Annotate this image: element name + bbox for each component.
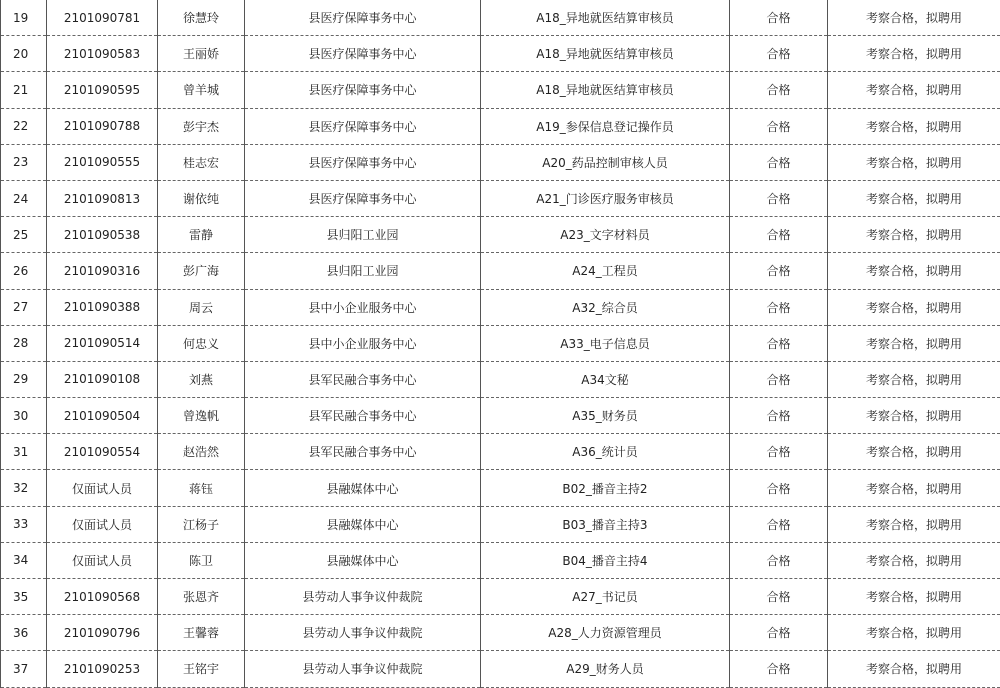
cell-inspection-result: 合格 <box>730 506 828 542</box>
cell-exam-id: 2101090595 <box>47 72 158 108</box>
table-row <box>1 470 1000 506</box>
cell-employer-unit: 县医疗保障事务中心 <box>245 144 481 180</box>
cell-candidate-name: 徐慧玲 <box>158 0 245 36</box>
table-row <box>1 253 1000 289</box>
cell-employer-unit: 县中小企业服务中心 <box>245 325 481 361</box>
cell-exam-id: 2101090253 <box>47 651 158 687</box>
cell-hiring-status: 考察合格，拟聘用 <box>828 180 1000 216</box>
cell-inspection-result: 合格 <box>730 36 828 72</box>
cell-serial-number: 26 <box>1 253 47 289</box>
table-row <box>1 217 1000 253</box>
cell-hiring-status: 考察合格，拟聘用 <box>828 579 1000 615</box>
cell-position: A24_工程员 <box>481 253 730 289</box>
cell-employer-unit: 县医疗保障事务中心 <box>245 72 481 108</box>
cell-hiring-status: 考察合格，拟聘用 <box>828 253 1000 289</box>
cell-serial-number: 24 <box>1 180 47 216</box>
table-row <box>1 0 1000 36</box>
cell-position: A32_综合员 <box>481 289 730 325</box>
cell-serial-number: 34 <box>1 542 47 578</box>
cell-employer-unit: 县劳动人事争议仲裁院 <box>245 579 481 615</box>
cell-candidate-name: 彭宇杰 <box>158 108 245 144</box>
cell-employer-unit: 县劳动人事争议仲裁院 <box>245 651 481 687</box>
cell-exam-id: 仅面试人员 <box>47 470 158 506</box>
cell-position: A19_参保信息登记操作员 <box>481 108 730 144</box>
cell-candidate-name: 谢依纯 <box>158 180 245 216</box>
table-row <box>1 361 1000 397</box>
cell-inspection-result: 合格 <box>730 361 828 397</box>
cell-exam-id: 2101090388 <box>47 289 158 325</box>
cell-hiring-status: 考察合格，拟聘用 <box>828 108 1000 144</box>
cell-serial-number: 36 <box>1 615 47 651</box>
table-row <box>1 398 1000 434</box>
cell-position: B04_播音主持4 <box>481 542 730 578</box>
cell-candidate-name: 刘燕 <box>158 361 245 397</box>
cell-exam-id: 2101090108 <box>47 361 158 397</box>
cell-candidate-name: 彭广海 <box>158 253 245 289</box>
cell-candidate-name: 蒋钰 <box>158 470 245 506</box>
cell-serial-number: 30 <box>1 398 47 434</box>
cell-hiring-status: 考察合格，拟聘用 <box>828 361 1000 397</box>
cell-exam-id: 2101090781 <box>47 0 158 36</box>
cell-employer-unit: 县军民融合事务中心 <box>245 361 481 397</box>
cell-inspection-result: 合格 <box>730 542 828 578</box>
cell-position: A18_异地就医结算审核员 <box>481 36 730 72</box>
cell-inspection-result: 合格 <box>730 615 828 651</box>
table-row <box>1 36 1000 72</box>
cell-employer-unit: 县医疗保障事务中心 <box>245 180 481 216</box>
table-row <box>1 542 1000 578</box>
cell-hiring-status: 考察合格，拟聘用 <box>828 434 1000 470</box>
cell-employer-unit: 县军民融合事务中心 <box>245 398 481 434</box>
cell-position: A28_人力资源管理员 <box>481 615 730 651</box>
cell-candidate-name: 雷静 <box>158 217 245 253</box>
cell-serial-number: 37 <box>1 651 47 687</box>
cell-position: B03_播音主持3 <box>481 506 730 542</box>
cell-serial-number: 25 <box>1 217 47 253</box>
table-body <box>1 0 1000 687</box>
cell-candidate-name: 陈卫 <box>158 542 245 578</box>
cell-inspection-result: 合格 <box>730 398 828 434</box>
cell-inspection-result: 合格 <box>730 651 828 687</box>
cell-inspection-result: 合格 <box>730 289 828 325</box>
table-row <box>1 144 1000 180</box>
table-row <box>1 289 1000 325</box>
cell-serial-number: 20 <box>1 36 47 72</box>
table-row <box>1 72 1000 108</box>
cell-candidate-name: 桂志宏 <box>158 144 245 180</box>
cell-employer-unit: 县劳动人事争议仲裁院 <box>245 615 481 651</box>
cell-serial-number: 23 <box>1 144 47 180</box>
cell-hiring-status: 考察合格，拟聘用 <box>828 217 1000 253</box>
cell-serial-number: 35 <box>1 579 47 615</box>
cell-inspection-result: 合格 <box>730 72 828 108</box>
cell-inspection-result: 合格 <box>730 0 828 36</box>
cell-employer-unit: 县医疗保障事务中心 <box>245 0 481 36</box>
cell-employer-unit: 县医疗保障事务中心 <box>245 108 481 144</box>
cell-employer-unit: 县归阳工业园 <box>245 217 481 253</box>
cell-serial-number: 33 <box>1 506 47 542</box>
cell-inspection-result: 合格 <box>730 434 828 470</box>
cell-inspection-result: 合格 <box>730 108 828 144</box>
cell-position: A18_异地就医结算审核员 <box>481 0 730 36</box>
cell-candidate-name: 王铭宇 <box>158 651 245 687</box>
cell-employer-unit: 县融媒体中心 <box>245 470 481 506</box>
cell-serial-number: 31 <box>1 434 47 470</box>
cell-exam-id: 2101090788 <box>47 108 158 144</box>
cell-exam-id: 2101090504 <box>47 398 158 434</box>
cell-exam-id: 2101090813 <box>47 180 158 216</box>
cell-position: A29_财务人员 <box>481 651 730 687</box>
cell-position: B02_播音主持2 <box>481 470 730 506</box>
cell-exam-id: 2101090514 <box>47 325 158 361</box>
cell-inspection-result: 合格 <box>730 144 828 180</box>
cell-serial-number: 32 <box>1 470 47 506</box>
cell-hiring-status: 考察合格，拟聘用 <box>828 542 1000 578</box>
cell-exam-id: 仅面试人员 <box>47 542 158 578</box>
cell-position: A35_财务员 <box>481 398 730 434</box>
cell-inspection-result: 合格 <box>730 253 828 289</box>
cell-inspection-result: 合格 <box>730 217 828 253</box>
table-row <box>1 506 1000 542</box>
cell-position: A33_电子信息员 <box>481 325 730 361</box>
cell-hiring-status: 考察合格，拟聘用 <box>828 0 1000 36</box>
cell-inspection-result: 合格 <box>730 325 828 361</box>
cell-exam-id: 2101090583 <box>47 36 158 72</box>
cell-serial-number: 22 <box>1 108 47 144</box>
cell-hiring-status: 考察合格，拟聘用 <box>828 36 1000 72</box>
table-row <box>1 325 1000 361</box>
cell-exam-id: 2101090796 <box>47 615 158 651</box>
cell-exam-id: 仅面试人员 <box>47 506 158 542</box>
table-row <box>1 651 1000 687</box>
table-row <box>1 108 1000 144</box>
cell-candidate-name: 曾逸帆 <box>158 398 245 434</box>
cell-employer-unit: 县医疗保障事务中心 <box>245 36 481 72</box>
cell-hiring-status: 考察合格，拟聘用 <box>828 72 1000 108</box>
cell-candidate-name: 王丽娇 <box>158 36 245 72</box>
cell-serial-number: 19 <box>1 0 47 36</box>
cell-hiring-status: 考察合格，拟聘用 <box>828 651 1000 687</box>
table-row <box>1 180 1000 216</box>
cell-position: A34文秘 <box>481 361 730 397</box>
cell-position: A18_异地就医结算审核员 <box>481 72 730 108</box>
cell-serial-number: 28 <box>1 325 47 361</box>
cell-employer-unit: 县融媒体中心 <box>245 506 481 542</box>
cell-inspection-result: 合格 <box>730 180 828 216</box>
cell-hiring-status: 考察合格，拟聘用 <box>828 470 1000 506</box>
cell-inspection-result: 合格 <box>730 579 828 615</box>
cell-serial-number: 29 <box>1 361 47 397</box>
cell-hiring-status: 考察合格，拟聘用 <box>828 398 1000 434</box>
cell-exam-id: 2101090554 <box>47 434 158 470</box>
cell-hiring-status: 考察合格，拟聘用 <box>828 289 1000 325</box>
cell-candidate-name: 江杨子 <box>158 506 245 542</box>
cell-hiring-status: 考察合格，拟聘用 <box>828 144 1000 180</box>
cell-employer-unit: 县中小企业服务中心 <box>245 289 481 325</box>
cell-hiring-status: 考察合格，拟聘用 <box>828 506 1000 542</box>
cell-employer-unit: 县军民融合事务中心 <box>245 434 481 470</box>
cell-serial-number: 27 <box>1 289 47 325</box>
cell-candidate-name: 张恩齐 <box>158 579 245 615</box>
table-row <box>1 615 1000 651</box>
cell-employer-unit: 县归阳工业园 <box>245 253 481 289</box>
cell-position: A36_统计员 <box>481 434 730 470</box>
cell-candidate-name: 何忠义 <box>158 325 245 361</box>
cell-position: A23_文字材料员 <box>481 217 730 253</box>
cell-position: A20_药品控制审核人员 <box>481 144 730 180</box>
table-row <box>1 434 1000 470</box>
table-row <box>1 579 1000 615</box>
cell-exam-id: 2101090316 <box>47 253 158 289</box>
cell-candidate-name: 赵浩然 <box>158 434 245 470</box>
cell-position: A27_书记员 <box>481 579 730 615</box>
cell-hiring-status: 考察合格，拟聘用 <box>828 615 1000 651</box>
cell-employer-unit: 县融媒体中心 <box>245 542 481 578</box>
cell-exam-id: 2101090538 <box>47 217 158 253</box>
cell-candidate-name: 曾羊城 <box>158 72 245 108</box>
cell-inspection-result: 合格 <box>730 470 828 506</box>
cell-serial-number: 21 <box>1 72 47 108</box>
cell-hiring-status: 考察合格，拟聘用 <box>828 325 1000 361</box>
cell-exam-id: 2101090568 <box>47 579 158 615</box>
cell-candidate-name: 周云 <box>158 289 245 325</box>
cell-exam-id: 2101090555 <box>47 144 158 180</box>
cell-candidate-name: 王馨蓉 <box>158 615 245 651</box>
cell-position: A21_门诊医疗服务审核员 <box>481 180 730 216</box>
